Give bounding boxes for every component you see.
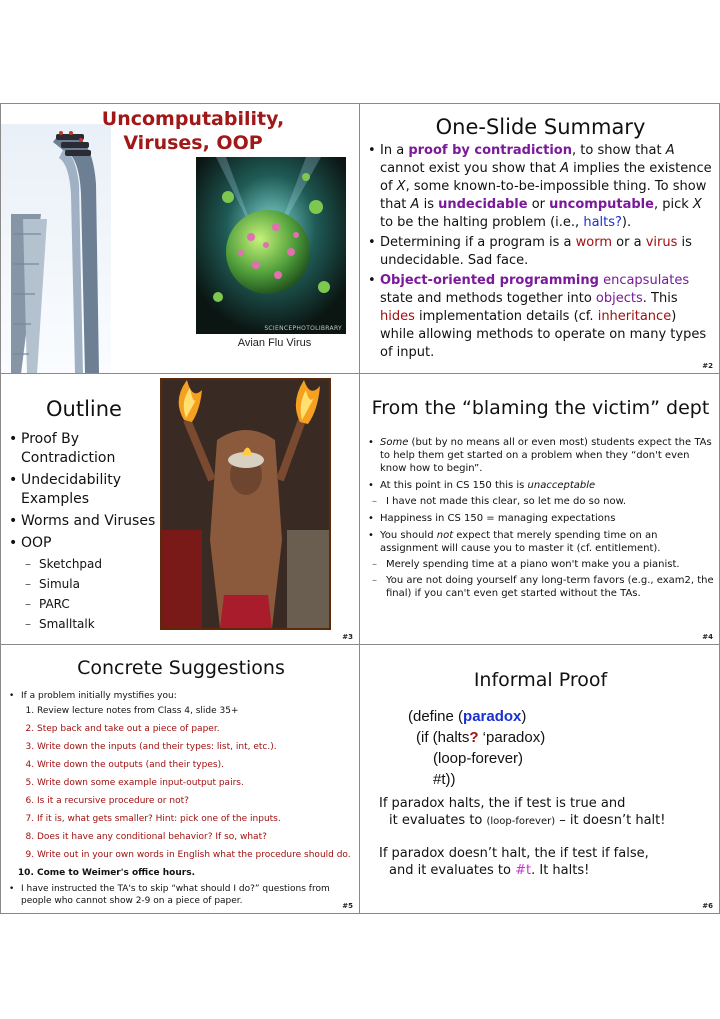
slide-3	[0, 373, 360, 645]
image-caption: Avian Flu Virus	[237, 337, 312, 349]
slide-title: Outline	[46, 397, 122, 421]
list-item: – I have not made this clear, so let me do so now.	[366, 495, 716, 508]
list-item: – Merely spending time at a piano won't make you a pianist.	[366, 558, 716, 571]
slide-title: From the “blaming the victim” dept	[371, 397, 710, 419]
summary-list	[366, 142, 714, 362]
suggestion-steps	[7, 705, 355, 879]
slide-body	[366, 436, 716, 600]
list-item: • Object-oriented programming encapsulates state and methods together into objects. This hides implementation details (cf. inheritance) while allowing methods to operate on many types of input.	[366, 272, 714, 362]
slide-number: #6	[702, 902, 713, 910]
slide-title: Concrete Suggestions	[77, 657, 285, 679]
list-item: – You are not doing yourself any long-term favors (e.g., exam2, the final) if you can't even get started without the TAs.	[366, 574, 716, 600]
list-item: • Worms and Viruses	[7, 512, 157, 531]
list-item: 9. Write out in your own words in English what the procedure should do.	[37, 849, 355, 861]
list-item: 2. Step back and take out a piece of paper.	[37, 723, 355, 735]
list-item: – PARC	[19, 594, 159, 614]
slide-number: #5	[342, 902, 353, 910]
list-item: • Undecidability Examples	[7, 471, 157, 509]
list-item: • I have instructed the TA's to skip “what should I do?” questions from people who cannot show 2-9 on a piece of paper.	[7, 883, 355, 907]
slide-number: #3	[342, 633, 353, 641]
code-block: (define (paradox) (if (halts? ‘paradox) (loop-forever) #t))	[408, 708, 546, 788]
slide-5	[0, 644, 360, 914]
list-item: 10. Come to Weimer's office hours.	[37, 867, 355, 879]
slide-1	[0, 103, 360, 374]
list-item: • At this point in CS 150 this is unacceptable	[366, 479, 716, 492]
list-item: 8. Does it have any conditional behavior? If so, what?	[37, 831, 355, 843]
list-item: 7. If it is, what gets smaller? Hint: pick one of the inputs.	[37, 813, 355, 825]
slide-number: #4	[702, 633, 713, 641]
list-item: 3. Write down the inputs (and their types: list, int, etc.).	[37, 741, 355, 753]
slide-6	[359, 644, 720, 914]
list-item: • OOP	[7, 534, 157, 553]
list-item: – Sketchpad	[19, 554, 159, 574]
list-item: • If a problem initially mystifies you:	[7, 690, 355, 702]
oop-sublist	[19, 554, 159, 634]
list-item: 6. Is it a recursive procedure or not?	[37, 795, 355, 807]
list-item: • Proof By Contradiction	[7, 430, 157, 468]
list-item: • You should not expect that merely spending time on an assignment will cause you to master it (cf. entitlement).	[366, 529, 716, 555]
list-item: – Smalltalk	[19, 614, 159, 634]
slide-title: Uncomputability, Viruses, OOP	[101, 108, 285, 154]
proof-text: If paradox halts, the if test is true and it evaluates to (loop-forever) – it doesn’t halt! If paradox doesn’t halt, the if test if false, and it evaluates to #t. It halts!	[379, 796, 666, 878]
list-item: • In a proof by contradiction, to show that A cannot exist you show that A implies the existence of X, some known-to-be-impossible thing. To show that A is undecidable or uncomputable, pick X to be the halting problem (i.e., halts?).	[366, 142, 714, 232]
fire-eater-image	[160, 378, 331, 630]
list-item: 1. Review lecture notes from Class 4, slide 35+	[37, 705, 355, 717]
slide-2	[359, 103, 720, 374]
list-item: • Happiness in CS 150 = managing expectations	[366, 512, 716, 525]
slide-4	[359, 373, 720, 645]
list-item: 4. Write down the outputs (and their types).	[37, 759, 355, 771]
slide-number: #2	[702, 362, 713, 370]
slide-title: One-Slide Summary	[435, 115, 646, 139]
list-item: – Simula	[19, 574, 159, 594]
slide-title: Informal Proof	[473, 669, 608, 691]
virus-image	[196, 157, 346, 334]
slide-body	[7, 690, 355, 907]
list-item: • Some (but by no means all or even most) students expect the TAs to help them get started on a problem when they “don't even know how to begin”.	[366, 436, 716, 475]
photo-credit: SCIENCEPHOTOLIBRARY	[264, 325, 342, 332]
roller-coaster-image	[1, 124, 111, 374]
outline-list	[7, 430, 157, 553]
list-item: • Determining if a program is a worm or a virus is undecidable. Sad face.	[366, 234, 714, 270]
list-item: 5. Write down some example input-output pairs.	[37, 777, 355, 789]
